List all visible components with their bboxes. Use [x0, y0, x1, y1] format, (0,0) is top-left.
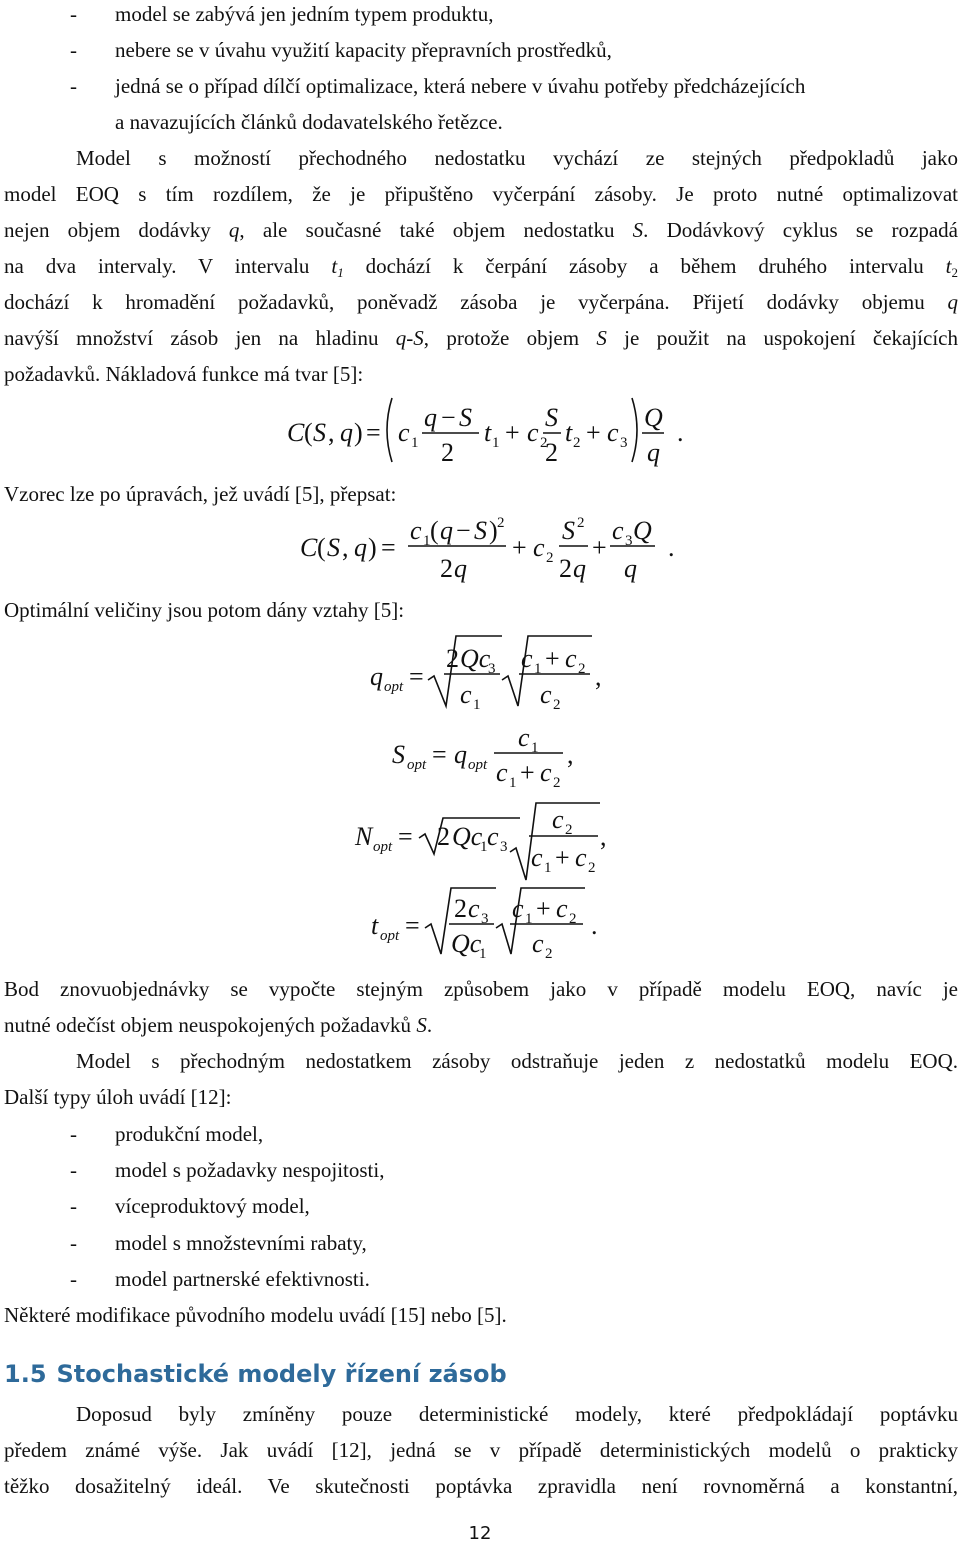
svg-text:c: c	[518, 723, 530, 752]
svg-text:3: 3	[481, 911, 489, 927]
svg-text:+: +	[545, 644, 560, 673]
svg-text:2: 2	[559, 554, 572, 583]
svg-text:2: 2	[588, 860, 596, 876]
page-number: 12	[468, 1523, 492, 1544]
svg-text:+: +	[586, 418, 601, 447]
svg-text:q: q	[624, 554, 637, 583]
svg-text:,: ,	[342, 533, 349, 562]
svg-text:2: 2	[497, 515, 505, 531]
paragraph-line: Další typy úloh uvádí [12]:	[4, 1085, 232, 1109]
svg-text:q: q	[573, 554, 586, 583]
bullet-dash: -	[70, 38, 77, 62]
list-item-text: jedná se o případ dílčí optimalizace, která nebere v úvahu potřeby předcházejících	[115, 74, 806, 98]
svg-text:2: 2	[578, 661, 586, 677]
svg-text:c: c	[460, 680, 472, 709]
svg-text:opt: opt	[380, 928, 400, 944]
svg-text:,: ,	[595, 662, 602, 691]
paragraph-line: předem známé výše. Jak uvádí [12], jedná se v případě deterministických modelů o prakticky	[4, 1438, 958, 1462]
svg-text:+: +	[520, 758, 535, 787]
bullet-dash: -	[70, 1267, 77, 1291]
svg-text:1: 1	[411, 435, 419, 451]
svg-text:c: c	[552, 805, 564, 834]
svg-text:3: 3	[488, 661, 496, 677]
bullet-dash: -	[70, 1158, 77, 1182]
svg-text:c: c	[487, 822, 499, 851]
list-item-text: a navazujících článků dodavatelského řetězce.	[115, 110, 503, 134]
list-item-text: model partnerské efektivnosti.	[115, 1267, 370, 1291]
equation-cost-function	[287, 398, 684, 467]
svg-text:Qc: Qc	[451, 929, 482, 958]
svg-text:.: .	[677, 418, 684, 447]
svg-text:q: q	[647, 438, 660, 467]
svg-text:2: 2	[545, 438, 558, 467]
svg-text:S: S	[313, 418, 326, 447]
svg-text:t: t	[565, 418, 573, 447]
svg-text:c: c	[527, 418, 539, 447]
bullet-dash: -	[70, 1122, 77, 1146]
bullet-dash: -	[70, 2, 77, 26]
svg-text:q: q	[440, 516, 453, 545]
svg-text:(: (	[304, 418, 313, 447]
list-item-text: nebere se v úvahu využití kapacity přepravních prostředků,	[115, 38, 612, 62]
svg-text:−: −	[441, 403, 456, 432]
paragraph-line: nejen objem dodávky q, ale současné také objem nedostatku S. Dodávkový cyklus se rozpadá	[4, 218, 959, 242]
list-item-text: model s požadavky nespojitosti,	[115, 1158, 385, 1182]
svg-text:3: 3	[625, 533, 633, 549]
svg-text:c: c	[540, 680, 552, 709]
svg-text:c: c	[556, 894, 568, 923]
svg-text:c: c	[531, 843, 543, 872]
svg-text:1: 1	[479, 946, 487, 962]
svg-text:c: c	[612, 516, 624, 545]
svg-text:): )	[368, 533, 377, 562]
svg-text:,: ,	[328, 418, 335, 447]
svg-text:c: c	[410, 516, 422, 545]
svg-text:1: 1	[534, 661, 542, 677]
paragraph-line: Bod znovuobjednávky se vypočte stejným způsobem jako v případě modelu EOQ, navíc je	[4, 977, 958, 1001]
svg-text:S: S	[392, 740, 405, 769]
list-item-text: produkční model,	[115, 1122, 264, 1146]
svg-text:(: (	[430, 516, 439, 545]
section-number: 1.5	[4, 1360, 47, 1388]
svg-text:+: +	[505, 418, 520, 447]
svg-text:2: 2	[569, 911, 577, 927]
svg-text:1: 1	[423, 533, 431, 549]
svg-text:Qc: Qc	[452, 822, 483, 851]
svg-text:2: 2	[441, 438, 454, 467]
paragraph-line: Doposud byly zmíněny pouze deterministické modely, které předpokládají poptávku	[76, 1402, 958, 1426]
svg-text:S: S	[562, 516, 575, 545]
svg-text:1: 1	[480, 839, 488, 855]
svg-text:S: S	[474, 516, 487, 545]
svg-text:=: =	[409, 662, 424, 691]
svg-text:S: S	[327, 533, 340, 562]
svg-text:c: c	[607, 418, 619, 447]
svg-text:2: 2	[540, 435, 548, 451]
svg-text:Qc: Qc	[460, 644, 491, 673]
svg-text:=: =	[381, 533, 396, 562]
paragraph-line: Vzorec lze po úpravách, jež uvádí [5], přepsat:	[4, 482, 397, 506]
section-heading	[4, 1360, 517, 1388]
svg-text:c: c	[512, 894, 524, 923]
svg-text:2: 2	[545, 946, 553, 962]
svg-text:2: 2	[440, 554, 453, 583]
svg-text:1: 1	[492, 435, 500, 451]
svg-text:S: S	[459, 403, 472, 432]
svg-text:1: 1	[473, 697, 481, 713]
svg-text:−: −	[456, 516, 471, 545]
svg-text:2: 2	[573, 435, 581, 451]
svg-text:+: +	[592, 533, 607, 562]
equation-q-opt	[370, 636, 602, 713]
svg-text:,: ,	[567, 740, 574, 769]
svg-text:): )	[489, 516, 498, 545]
svg-text:,: ,	[600, 822, 607, 851]
list-item-text: víceproduktový model,	[115, 1194, 310, 1218]
paragraph-line: Některé modifikace původního modelu uvádí [15] nebo [5].	[4, 1303, 507, 1327]
paragraph-line: Optimální veličiny jsou potom dány vztahy [5]:	[4, 598, 405, 622]
svg-text:2: 2	[437, 822, 450, 851]
svg-text:2: 2	[565, 822, 573, 838]
svg-text:c: c	[496, 758, 508, 787]
paragraph-line: požadavků. Nákladová funkce má tvar [5]:	[4, 362, 364, 386]
bullet-dash: -	[70, 74, 77, 98]
svg-text:C: C	[287, 418, 305, 447]
paragraph-line: na dva intervaly. V intervalu $t_1$ dochází k čerpání zásoby a během druhého intervalu $t_2$	[4, 254, 958, 280]
svg-text:2: 2	[546, 550, 554, 566]
svg-text:1: 1	[544, 860, 552, 876]
svg-text:c: c	[468, 894, 480, 923]
svg-text:q: q	[454, 554, 467, 583]
svg-text:2: 2	[553, 775, 561, 791]
equation-t-opt	[371, 888, 598, 962]
paragraph-line: nutné odečíst objem neuspokojených požadavků S.	[4, 1013, 433, 1037]
list-item-text: model se zabývá jen jedním typem produktu,	[115, 2, 494, 26]
svg-text:2: 2	[454, 894, 467, 923]
svg-text:c: c	[533, 533, 545, 562]
paragraph-line: dochází k hromadění požadavků, poněvadž zásoba je vyčerpána. Přijetí dodávky objemu q	[4, 290, 958, 314]
svg-text:q: q	[454, 740, 467, 769]
svg-text:S: S	[545, 403, 558, 432]
svg-text:opt: opt	[468, 757, 488, 773]
svg-text:opt: opt	[373, 839, 393, 855]
svg-text:q: q	[424, 403, 437, 432]
svg-text:Q: Q	[644, 403, 663, 432]
svg-text:3: 3	[500, 839, 508, 855]
svg-text:t: t	[371, 911, 379, 940]
list-item-text: model s množstevními rabaty,	[115, 1231, 367, 1255]
svg-text:=: =	[432, 740, 447, 769]
svg-text:2: 2	[577, 515, 585, 531]
paragraph-line: Model s přechodným nedostatkem zásoby odstraňuje jeden z nedostatků modelu EOQ.	[76, 1049, 958, 1073]
svg-text:=: =	[405, 911, 420, 940]
svg-text:C: C	[300, 533, 318, 562]
svg-text:q: q	[354, 533, 367, 562]
bullet-dash: -	[70, 1231, 77, 1255]
svg-text:c: c	[532, 929, 544, 958]
svg-text:1: 1	[525, 911, 533, 927]
svg-text:.: .	[591, 911, 598, 940]
svg-text:c: c	[540, 758, 552, 787]
svg-text:c: c	[575, 843, 587, 872]
bullet-dash: -	[70, 1194, 77, 1218]
svg-text:q: q	[370, 662, 383, 691]
svg-text:+: +	[512, 533, 527, 562]
svg-text:2: 2	[553, 697, 561, 713]
svg-text:(: (	[317, 533, 326, 562]
svg-text:opt: opt	[407, 757, 427, 773]
svg-text:.: .	[668, 533, 675, 562]
svg-text:3: 3	[620, 435, 628, 451]
svg-text:t: t	[484, 418, 492, 447]
svg-text:Q: Q	[633, 516, 652, 545]
section-title: Stochastické modely řízení zásob	[56, 1360, 507, 1388]
equation-cost-function-simplified	[300, 515, 675, 583]
equation-s-opt	[392, 723, 574, 791]
paragraph-line: těžko dosažitelný ideál. Ve skutečnosti poptávka zpravidla není rovnoměrná a konstantní,	[4, 1474, 958, 1498]
svg-text:q: q	[340, 418, 353, 447]
svg-text:): )	[354, 418, 363, 447]
svg-text:N: N	[355, 822, 373, 851]
paragraph-line: navýší množství zásob jen na hladinu q-S, protože objem S je použit na uspokojení čekajících	[4, 326, 958, 350]
svg-text:1: 1	[531, 740, 539, 756]
equation-n-opt	[354, 803, 607, 880]
svg-text:=: =	[366, 418, 381, 447]
svg-text:2: 2	[446, 644, 459, 673]
svg-text:c: c	[521, 644, 533, 673]
svg-text:c: c	[565, 644, 577, 673]
svg-text:opt: opt	[384, 679, 404, 695]
svg-text:+: +	[536, 894, 551, 923]
svg-text:+: +	[555, 843, 570, 872]
svg-text:1: 1	[509, 775, 517, 791]
svg-text:c: c	[398, 418, 410, 447]
paragraph-line: Model s možností přechodného nedostatku vychází ze stejných předpokladů jako	[76, 146, 958, 170]
paragraph-line: model EOQ s tím rozdílem, že je připuštěno vyčerpání zásoby. Je proto nutné optimalizovat	[4, 182, 958, 206]
svg-text:=: =	[398, 822, 413, 851]
